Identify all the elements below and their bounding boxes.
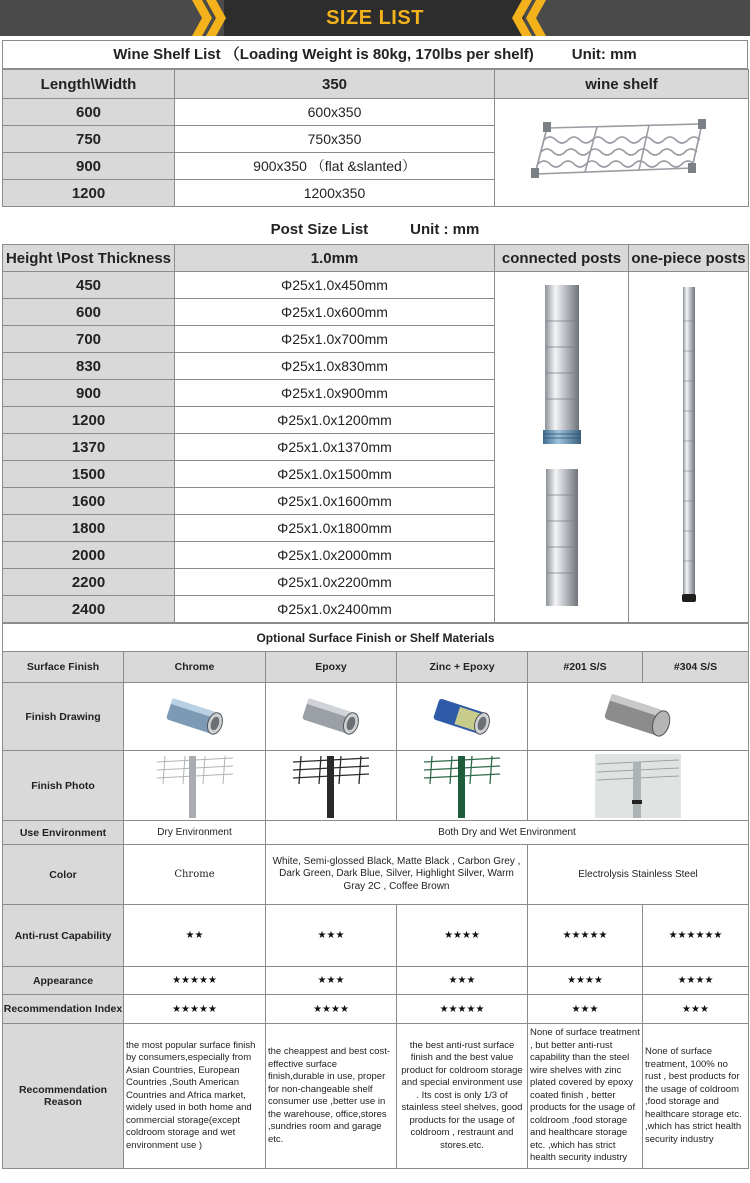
chrome-tube-drawing bbox=[160, 692, 230, 742]
column-zinc-epoxy: Zinc + Epoxy bbox=[397, 652, 528, 683]
height-cell: 700 bbox=[3, 326, 175, 353]
finish-photo-label: Finish Photo bbox=[3, 751, 124, 821]
stainless-drawing-cell bbox=[528, 683, 749, 751]
surface-finish-label: Surface Finish bbox=[3, 652, 124, 683]
zinc-epoxy-shelf-photo bbox=[422, 754, 502, 818]
wine-shelf-caption bbox=[2, 40, 748, 69]
post-size-table bbox=[2, 244, 749, 623]
connected-posts-image-cell bbox=[495, 272, 629, 623]
height-cell: 600 bbox=[3, 299, 175, 326]
header-thickness-1mm: 1.0mm bbox=[175, 245, 495, 272]
length-cell: 1200 bbox=[3, 180, 175, 207]
others-environment: Both Dry and Wet Environment bbox=[266, 821, 749, 845]
anti-rust-row bbox=[3, 905, 749, 967]
post-size-cell: Φ25x1.0x1500mm bbox=[175, 461, 495, 488]
post-size-cell: Φ25x1.0x1370mm bbox=[175, 434, 495, 461]
wine-shelf-image bbox=[527, 116, 717, 186]
post-size-cell: Φ25x1.0x2400mm bbox=[175, 596, 495, 623]
finish-caption-row bbox=[3, 624, 749, 652]
epoxy-drawing-cell bbox=[266, 683, 397, 751]
column-epoxy: Epoxy bbox=[266, 652, 397, 683]
length-cell: 750 bbox=[3, 126, 175, 153]
size-cell: 750x350 bbox=[175, 126, 495, 153]
anti-rust-rating: ★★★★★★ bbox=[643, 905, 749, 967]
post-size-cell: Φ25x1.0x450mm bbox=[175, 272, 495, 299]
post-size-cell: Φ25x1.0x600mm bbox=[175, 299, 495, 326]
epoxy-shelf-photo bbox=[291, 754, 371, 818]
finish-caption: Optional Surface Finish or Shelf Materials bbox=[3, 624, 749, 652]
stainless-photo-cell bbox=[528, 751, 749, 821]
recommendation-index-row bbox=[3, 995, 749, 1024]
post-size-caption-text: Post Size List bbox=[270, 221, 369, 238]
chrome-photo-cell bbox=[124, 751, 266, 821]
appearance-rating: ★★★ bbox=[266, 967, 397, 995]
appearance-rating: ★★★★ bbox=[528, 967, 643, 995]
recommendation-reason-label: Recommendation Reason bbox=[3, 1024, 124, 1169]
height-cell: 830 bbox=[3, 353, 175, 380]
size-list-banner bbox=[0, 0, 750, 36]
ss201-reason: None of surface treatment , but better anti-rust capability than the steel wire shelves with zinc plated covered by epoxy coated finish , better products for the usage of coldroom ,food storage and healthcare storage etc. ,which has strict health security industry bbox=[528, 1024, 643, 1169]
anti-rust-rating: ★★★ bbox=[266, 905, 397, 967]
post-size-cell: Φ25x1.0x700mm bbox=[175, 326, 495, 353]
post-size-cell: Φ25x1.0x1200mm bbox=[175, 407, 495, 434]
recommendation-rating: ★★★★★ bbox=[397, 995, 528, 1024]
post-size-cell: Φ25x1.0x2200mm bbox=[175, 569, 495, 596]
size-cell: 900x350 （flat &slanted） bbox=[175, 153, 495, 180]
recommendation-rating: ★★★★ bbox=[266, 995, 397, 1024]
chrome-drawing-cell bbox=[124, 683, 266, 751]
appearance-rating: ★★★ bbox=[397, 967, 528, 995]
wine-shelf-image-cell bbox=[495, 99, 749, 207]
appearance-rating: ★★★★★ bbox=[124, 967, 266, 995]
height-cell: 2000 bbox=[3, 542, 175, 569]
post-size-cell: Φ25x1.0x900mm bbox=[175, 380, 495, 407]
finish-header-row bbox=[3, 652, 749, 683]
height-cell: 2400 bbox=[3, 596, 175, 623]
color-row bbox=[3, 845, 749, 905]
one-piece-posts-image-cell bbox=[629, 272, 749, 623]
recommendation-reason-row bbox=[3, 1024, 749, 1169]
height-cell: 1500 bbox=[3, 461, 175, 488]
header-width-350: 350 bbox=[175, 70, 495, 99]
ss304-reason: None of surface treatment, 100% no rust , best products for the usage of coldroom ,food storage and healthcare storage etc. ,which has strict health security industry bbox=[643, 1024, 749, 1169]
height-cell: 1200 bbox=[3, 407, 175, 434]
stainless-shelf-photo bbox=[595, 754, 681, 818]
appearance-row bbox=[3, 967, 749, 995]
recommendation-index-label: Recommendation Index bbox=[3, 995, 124, 1024]
anti-rust-label: Anti-rust Capability bbox=[3, 905, 124, 967]
height-cell: 1600 bbox=[3, 488, 175, 515]
size-cell: 1200x350 bbox=[175, 180, 495, 207]
header-wine-shelf: wine shelf bbox=[495, 70, 749, 99]
zinc-epoxy-reason: the best anti-rust surface finish and the best value product for coldroom storage and special environment use . Its cost is only 1/3 of stainless steel shelves, good products for the usage of coldroom , restraunt and stores.etc. bbox=[397, 1024, 528, 1169]
zinc-epoxy-drawing-cell bbox=[397, 683, 528, 751]
recommendation-rating: ★★★ bbox=[643, 995, 749, 1024]
wine-shelf-caption-text: Wine Shelf List （Loading Weight is 80kg, 170lbs per shelf) bbox=[113, 46, 534, 63]
anti-rust-rating: ★★ bbox=[124, 905, 266, 967]
post-size-cell: Φ25x1.0x1600mm bbox=[175, 488, 495, 515]
chrome-color: Chrome bbox=[124, 845, 266, 905]
epoxy-reason: the cheappest and best cost-effective surface finish,durable in use, proper for non-changeable shelf consumer use ,better use in the warehouse, office,stores ,sundries room and garage etc. bbox=[266, 1024, 397, 1169]
stainless-tube-drawing bbox=[598, 689, 678, 745]
appearance-label: Appearance bbox=[3, 967, 124, 995]
table-row bbox=[3, 272, 749, 299]
one-piece-posts-image bbox=[674, 281, 704, 611]
epoxy-colors: White, Semi-glossed Black, Matte Black , Carbon Grey , Dark Green, Dark Blue, Silver, Highlight Silver, Warm Gray 2C , Coffee Brown bbox=[266, 845, 528, 905]
banner-title: SIZE LIST bbox=[326, 7, 424, 29]
column-201-ss: #201 S/S bbox=[528, 652, 643, 683]
use-environment-row bbox=[3, 821, 749, 845]
zinc-epoxy-photo-cell bbox=[397, 751, 528, 821]
column-304-ss: #304 S/S bbox=[643, 652, 749, 683]
table-header-row bbox=[3, 70, 749, 99]
height-cell: 900 bbox=[3, 380, 175, 407]
finish-photo-row bbox=[3, 751, 749, 821]
length-cell: 900 bbox=[3, 153, 175, 180]
zinc-epoxy-tube-drawing bbox=[427, 692, 497, 742]
recommendation-rating: ★★★★★ bbox=[124, 995, 266, 1024]
anti-rust-rating: ★★★★★ bbox=[528, 905, 643, 967]
post-size-cell: Φ25x1.0x1800mm bbox=[175, 515, 495, 542]
stainless-color: Electrolysis Stainless Steel bbox=[528, 845, 749, 905]
recommendation-rating: ★★★ bbox=[528, 995, 643, 1024]
chrome-reason: the most popular surface finish by consumers,especially from Asian Countries, European Countries ,South American Countries and Africa market, widely used in both home and commercial storage(except coldroom storage and wet environment use ) bbox=[124, 1024, 266, 1169]
anti-rust-rating: ★★★★ bbox=[397, 905, 528, 967]
post-size-caption bbox=[0, 216, 750, 244]
finish-drawing-row bbox=[3, 683, 749, 751]
epoxy-tube-drawing bbox=[296, 692, 366, 742]
post-size-cell: Φ25x1.0x830mm bbox=[175, 353, 495, 380]
post-size-cell: Φ25x1.0x2000mm bbox=[175, 542, 495, 569]
table-row bbox=[3, 99, 749, 126]
height-cell: 450 bbox=[3, 272, 175, 299]
wine-shelf-unit: Unit: mm bbox=[571, 46, 637, 63]
header-height-thickness: Height \Post Thickness bbox=[3, 245, 175, 272]
column-chrome: Chrome bbox=[124, 652, 266, 683]
height-cell: 2200 bbox=[3, 569, 175, 596]
wine-shelf-table bbox=[2, 69, 749, 207]
height-cell: 1800 bbox=[3, 515, 175, 542]
use-environment-label: Use Environment bbox=[3, 821, 124, 845]
length-cell: 600 bbox=[3, 99, 175, 126]
post-size-unit: Unit : mm bbox=[410, 221, 480, 238]
finish-drawing-label: Finish Drawing bbox=[3, 683, 124, 751]
appearance-rating: ★★★★ bbox=[643, 967, 749, 995]
table-header-row bbox=[3, 245, 749, 272]
chrome-environment: Dry Environment bbox=[124, 821, 266, 845]
connected-posts-image bbox=[532, 281, 592, 611]
header-one-piece-posts: one-piece posts bbox=[629, 245, 749, 272]
header-length-width: Length\Width bbox=[3, 70, 175, 99]
color-label: Color bbox=[3, 845, 124, 905]
epoxy-photo-cell bbox=[266, 751, 397, 821]
height-cell: 1370 bbox=[3, 434, 175, 461]
chrome-shelf-photo bbox=[155, 754, 235, 818]
size-cell: 600x350 bbox=[175, 99, 495, 126]
header-connected-posts: connected posts bbox=[495, 245, 629, 272]
finish-materials-table bbox=[2, 623, 749, 1169]
